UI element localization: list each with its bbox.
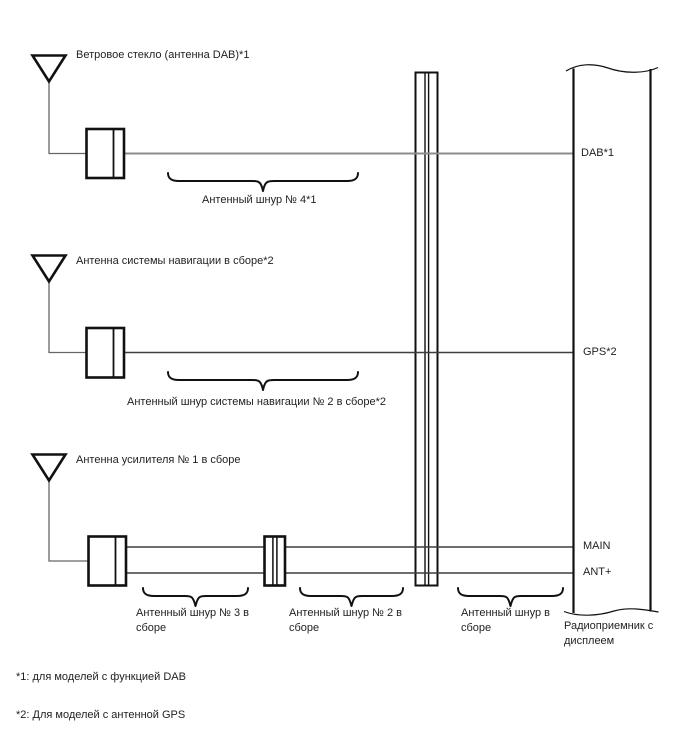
terminal-ant-label: ANT+ xyxy=(583,566,612,578)
connector-3 xyxy=(89,537,127,586)
antenna-1-symbol xyxy=(33,56,87,154)
receiver-break-bottom xyxy=(564,609,659,615)
antenna-3-symbol xyxy=(33,455,89,562)
brace-cord-2 xyxy=(300,588,403,606)
brace-cord-nav xyxy=(168,372,358,390)
terminal-dab-label: DAB*1 xyxy=(581,147,615,159)
footnote-1: *1: для моделей с функцией DAB xyxy=(16,671,186,683)
brace-cord-1 xyxy=(458,588,563,606)
receiver-label: Радиоприемник с дисплеем xyxy=(564,620,654,647)
antenna-2-symbol xyxy=(33,256,87,353)
brace-cord-4 xyxy=(168,173,358,191)
footnote-2: *2: Для моделей с антенной GPS xyxy=(16,709,186,721)
harness-connector xyxy=(416,73,438,586)
cord-4-label: Антенный шнур № 4*1 xyxy=(202,194,317,206)
cord-nav-label: Антенный шнур системы навигации № 2 в сборе*2 xyxy=(127,396,387,408)
cord-2-label: Антенный шнур № 2 в сборе xyxy=(289,607,403,634)
terminal-main-label: MAIN xyxy=(583,540,611,552)
antenna-2-label: Антенна системы навигации в сборе*2 xyxy=(76,255,274,267)
cord-3-label: Антенный шнур № 3 в сборе xyxy=(136,607,250,634)
cord-1-label: Антенный шнур в сборе xyxy=(461,607,550,634)
receiver-break-top xyxy=(566,65,658,73)
connector-4 xyxy=(265,537,286,586)
brace-cord-3 xyxy=(143,588,248,606)
terminal-gps-label: GPS*2 xyxy=(583,346,617,358)
connector-1 xyxy=(87,129,125,178)
antenna-3-label: Антенна усилителя № 1 в сборе xyxy=(76,454,241,466)
antenna-1-label: Ветровое стекло (антенна DAB)*1 xyxy=(76,49,250,61)
connector-2 xyxy=(87,328,125,378)
